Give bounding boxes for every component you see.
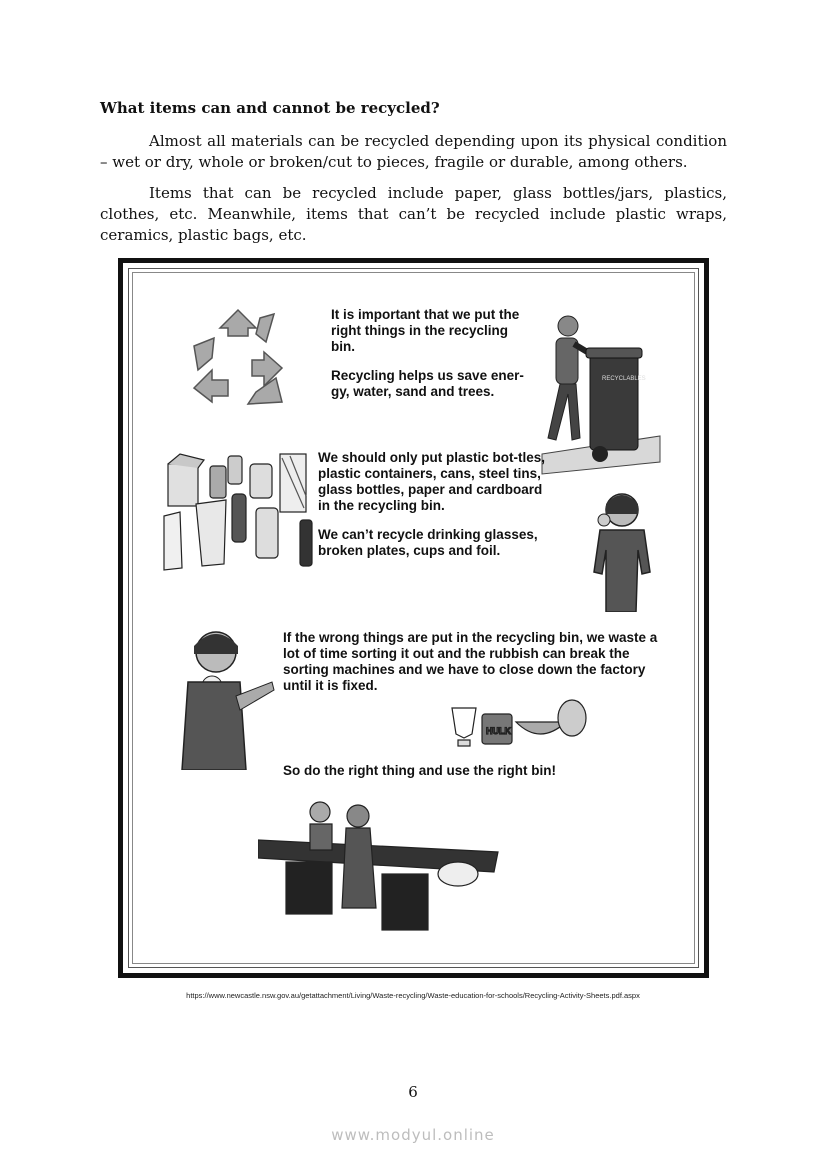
section-heading: What items can and cannot be recycled?	[100, 99, 440, 117]
bin-label: RECYCLABLES	[602, 376, 646, 382]
paragraph-2: Items that can be recycled include paper, glass bottles/jars, plastics, clothes, etc. Meanwhile, items that can’t be recycled include plastic wraps, ceramics, plastic bags, etc.	[100, 184, 727, 244]
page-number: 6	[408, 1083, 418, 1101]
worker-with-bin-illustration	[538, 314, 664, 476]
poster-text-cannot-recycle: We can’t recycle drinking glasses, broken plates, cups and foil.	[318, 527, 538, 558]
poster-text-wrong-things: If the wrong things are put in the recycling bin, we waste a lot of time sorting it out and the rubbish can break the sorting machines and we have to close down the factory until it is fixed.	[283, 630, 658, 693]
sorting-line-illustration	[258, 796, 504, 934]
watermark: www.modyul.online	[331, 1126, 495, 1144]
source-citation: https://www.newcastle.nsw.gov.au/getattachment/Living/Waste-recycling/Waste-education-for-schools/Recycling-Activity-Sheets.pdf.aspx	[186, 991, 640, 1000]
broken-dishes-illustration	[448, 696, 590, 750]
recyclable-items-illustration	[160, 446, 316, 572]
poster-text-what-to-recycle: We should only put plastic bot-tles, plastic containers, cans, steel tins, glass bottles, paper and cardboard in the recycling bin.	[318, 450, 546, 513]
woman-with-mask-illustration	[176, 626, 276, 770]
mug-label: HULK	[486, 726, 511, 736]
poster-text-save-energy: Recycling helps us save ener-gy, water, sand and trees.	[331, 368, 524, 399]
woman-worker-illustration	[584, 490, 662, 612]
poster-text-important: It is important that we put the right things in the recycling bin.	[331, 307, 520, 354]
recycle-symbol-icon	[190, 306, 285, 410]
paragraph-1: Almost all materials can be recycled depending upon its physical condition – wet or dry, whole or broken/cut to pieces, fragile or durable, among others.	[100, 132, 727, 171]
poster-text-right-bin: So do the right thing and use the right bin!	[283, 763, 556, 778]
